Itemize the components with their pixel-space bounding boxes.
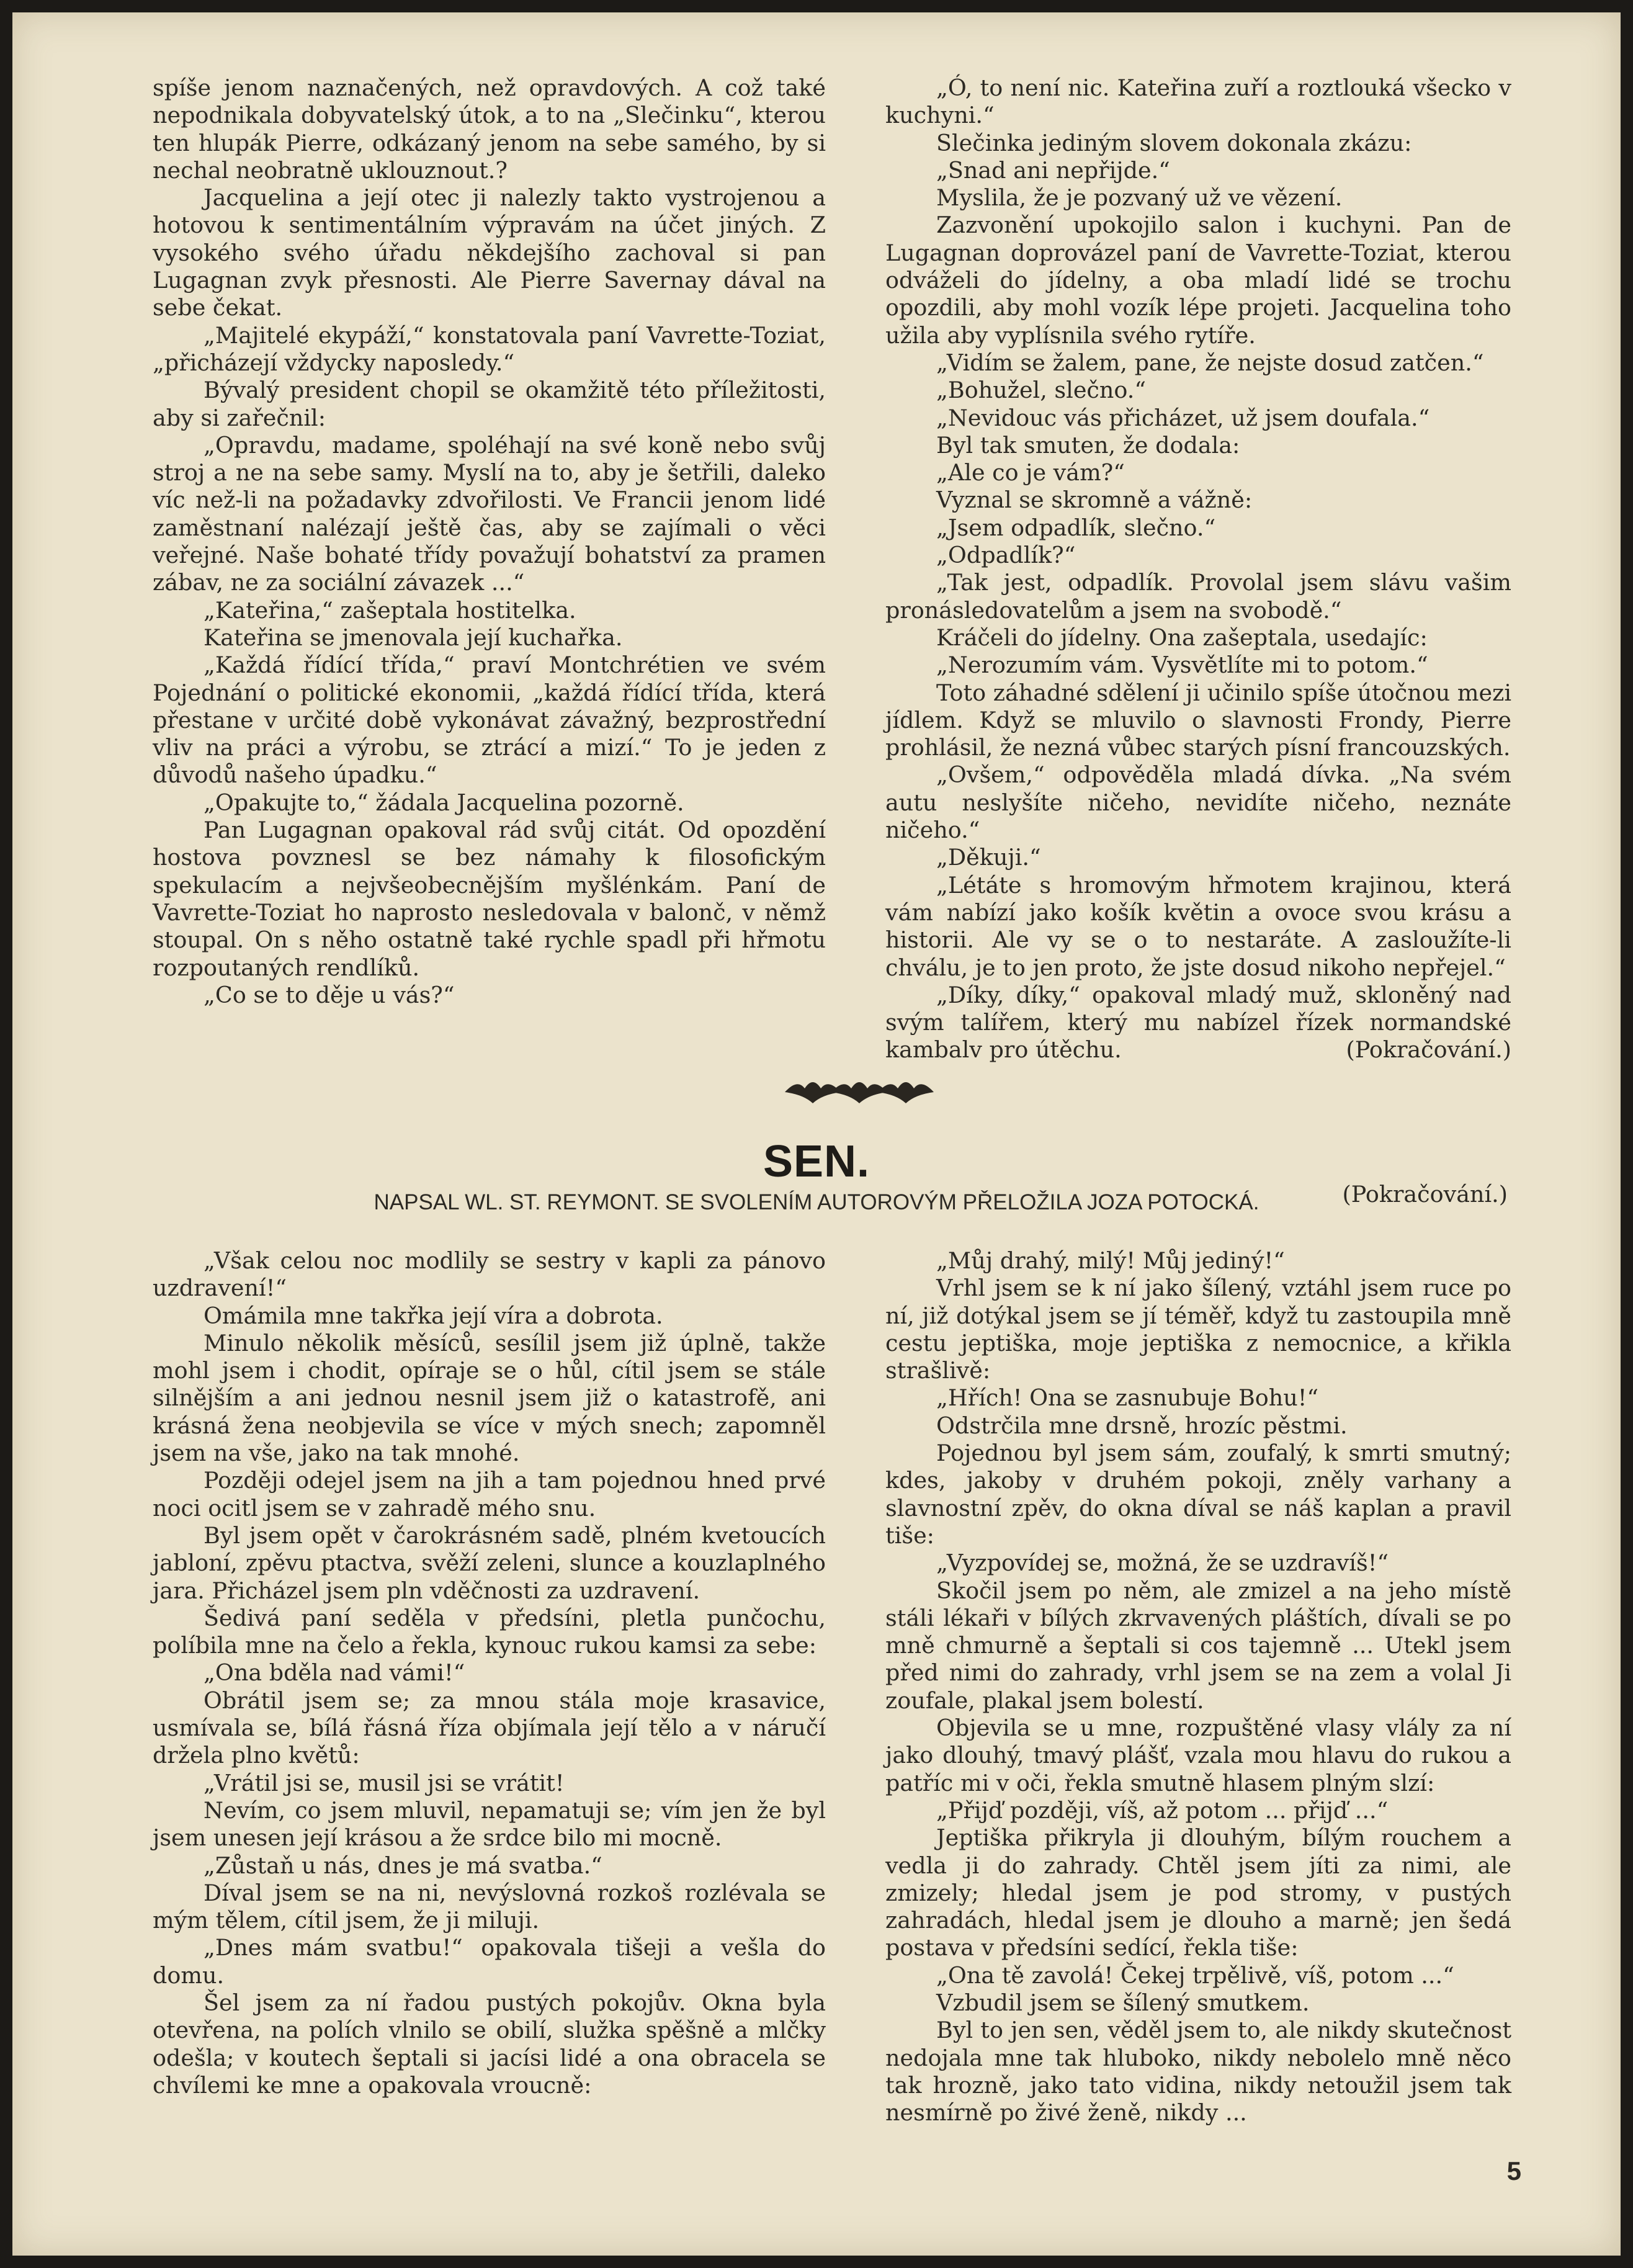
paragraph: Šedivá paní seděla v předsíni, pletla punčochu, políbila mne na čelo a řekla, kynouc rukou kamsi za sebe: bbox=[153, 1604, 826, 1659]
paragraph: „Snad ani nepřijde.“ bbox=[936, 156, 1170, 184]
paragraph: Byl tak smuten, že dodala: bbox=[936, 431, 1240, 459]
paragraph bbox=[885, 982, 1511, 1064]
paragraph: Myslila, že je pozvaný už ve vězení. bbox=[936, 184, 1343, 212]
paragraph: „Ó, to není nic. Kateřina zuří a roztlouká všecko v kuchyni.“ bbox=[885, 74, 1511, 129]
paragraph: „Ona bděla nad vámi!“ bbox=[204, 1659, 465, 1687]
continued-note: (Pokračování.) bbox=[1346, 1036, 1511, 1064]
story-title: SEN. bbox=[763, 1137, 870, 1186]
paragraph: Byl to jen sen, věděl jsem to, ale nikdy skutečnost nedojala mne tak hluboko, nikdy nebolelo mně něco tak hrozně, jako tato vidina, nikdy netoužil jsem tak nesmírně po živé ženě, nikdy ... bbox=[885, 2017, 1511, 2127]
paragraph: „Dnes mám svatbu!“ opakovala tišeji a vešla do domu. bbox=[153, 1934, 826, 1989]
paragraph: „Každá řídící třída,“ praví Montchrétien ve svém Pojednání o politické ekonomii, „každá řídící třída, která přestane v určité době vykonávat závažný, bezprostřední vliv na práci a výrobu, se ztrácí a mizí.“ To je jeden z důvodů našeho úpadku.“ bbox=[153, 652, 826, 789]
paragraph: „Opakujte to,“ žádala Jacquelina pozorně. bbox=[204, 789, 684, 816]
paragraph: „Kateřina,“ zašeptala hostitelka. bbox=[204, 596, 576, 624]
paragraph: „Odpadlík?“ bbox=[936, 542, 1076, 569]
paragraph: Jacquelina a její otec ji nalezly takto vystrojenou a hotovou k sentimentálním výpravám na účet jiných. Z vysokého svého úřadu někdejšího zachoval si pan Lugagnan zvyk přesnosti. Ale Pierre Savernay dával na sebe čekat. bbox=[153, 184, 826, 321]
bottom-left-column bbox=[153, 1247, 826, 2099]
paragraph: Díval jsem se na ni, nevýslovná rozkoš rozlévala se mým tělem, cítil jsem, že ji miluji. bbox=[153, 1879, 826, 1934]
paragraph: Omámila mne takřka její víra a dobrota. bbox=[204, 1302, 663, 1329]
paragraph: Toto záhadné sdělení ji učinilo spíše útočnou mezi jídlem. Když se mluvilo o slavnosti Frondy, Pierre prohlásil, že nezná vůbec starých písní francouzských. bbox=[885, 679, 1511, 761]
fleuron-ornament-icon bbox=[779, 1067, 934, 1111]
paragraph: Odstrčila mne drsně, hrozíc pěstmi. bbox=[936, 1412, 1348, 1439]
paragraph: „Ale co je vám?“ bbox=[936, 459, 1125, 486]
paragraph: „Vrátil jsi se, musil jsi se vrátit! bbox=[204, 1769, 565, 1796]
paragraph-text: „Díky, díky,“ opakoval mladý muž, skloněný nad svým talířem, který mu nabízel řízek normandské kambalv pro útěchu. bbox=[885, 981, 1511, 1064]
paragraph: Slečinka jediným slovem dokonala zkázu: bbox=[936, 129, 1412, 156]
paragraph: „Co se to děje u vás?“ bbox=[204, 981, 455, 1008]
paragraph: „Ona tě zavolá! Čekej trpělivě, víš, potom ...“ bbox=[936, 1961, 1454, 1989]
paragraph: Byl jsem opět v čarokrásném sadě, plném kvetoucích jabloní, zpěvu ptactva, svěží zeleni, slunce a kouzlaplného jara. Přicházel jsem pln vděčnosti za uzdravení. bbox=[153, 1522, 826, 1604]
paragraph: Minulo několik měsíců, sesílil jsem již úplně, takže mohl jsem i chodit, opíraje se o hůl, cítil jsem se stále silnějším a ani jednou nesnil jsem již o katastrofě, ani krásná žena neobjevila se více v mých snech; zapomněl jsem na vše, jako na tak mnohé. bbox=[153, 1329, 826, 1467]
paragraph: Pan Lugagnan opakoval rád svůj citát. Od opozdění hostova povznesl se bez námahy k filosofickým spekulacím a nejvšeobecnějším myšlénkám. Paní de Vavrette-Toziat ho naprosto nesledovala v balonč, v němž stoupal. On s něho ostatně také rychle spadl při hřmotu rozpoutaných rendlíků. bbox=[153, 817, 826, 981]
paragraph: „Opravdu, madame, spoléhají na své koně nebo svůj stroj a ne na sebe samy. Myslí na to, aby je šetřili, daleko víc než-li na požadavky zdvořilosti. Ve Francii jenom lidé zaměstnaní nalézají ještě čas, aby se zajímali o věci veřejné. Naše bohaté třídy považují bohatství za pramen zábav, ne za sociální závazek ...“ bbox=[153, 431, 826, 596]
magazine-page bbox=[12, 12, 1621, 2256]
paragraph: „Nevidouc vás přicházet, už jsem doufala.“ bbox=[936, 404, 1430, 431]
paragraph: spíše jenom naznačených, než opravdových. A což také nepodnikala dobyvatelský útok, a to na „Slečinku“, kterou ten hlupák Pierre, odkázaný jenom na sebe samého, by si nechal neobratně uklouznout.? bbox=[153, 74, 826, 184]
paragraph: „Zůstaň u nás, dnes je má svatba.“ bbox=[204, 1852, 602, 1879]
paragraph: „Však celou noc modlily se sestry v kapli za pánovo uzdravení!“ bbox=[153, 1247, 826, 1302]
paragraph: „Přijď později, víš, až potom ... přijď ...“ bbox=[936, 1796, 1389, 1824]
paragraph: „Bohužel, slečno.“ bbox=[936, 377, 1146, 404]
paragraph: „Jsem odpadlík, slečno.“ bbox=[936, 514, 1216, 541]
paragraph: Nevím, co jsem mluvil, nepamatuji se; vím jen že byl jsem unesen její krásou a že srdce bilo mi mocně. bbox=[153, 1796, 826, 1852]
paragraph: Obrátil jsem se; za mnou stála moje krasavice, usmívala se, bílá řásná říza objímala její tělo a v náručí držela plno květů: bbox=[153, 1687, 826, 1769]
paragraph: Kateřina se jmenovala její kuchařka. bbox=[204, 624, 623, 651]
paragraph: „Nerozumím vám. Vysvětlíte mi to potom.“ bbox=[936, 652, 1428, 679]
paragraph: Objevila se u mne, rozpuštěné vlasy vlály za ní jako dlouhý, tmavý plášť, vzala mou hlavu do rukou a patříc mi v oči, řekla smutně hlasem plným slzí: bbox=[885, 1714, 1511, 1796]
paragraph: „Tak jest, odpadlík. Provolal jsem slávu vašim pronásledovatelům a jsem na svobodě.“ bbox=[885, 569, 1511, 624]
top-right-column bbox=[885, 74, 1511, 1064]
paragraph: „Létáte s hromovým hřmotem krajinou, která vám nabízí jako košík květin a ovoce svou krásu a historii. Ale vy se o to nestaráte. A zasloužíte-li chválu, je to jen proto, že jste dosud nikoho nepřejel.“ bbox=[885, 871, 1511, 981]
story-continued-note: (Pokračování.) bbox=[1342, 1181, 1508, 1208]
paragraph: Vzbudil jsem se šílený smutkem. bbox=[936, 1989, 1310, 2017]
paragraph: „Můj drahý, milý! Můj jediný!“ bbox=[936, 1247, 1285, 1274]
page-number: 5 bbox=[1506, 2156, 1521, 2185]
paragraph: „Majitelé ekypáží,“ konstatovala paní Vavrette-Toziat, „přicházejí vždycky naposledy.“ bbox=[153, 321, 826, 376]
paragraph: Vyznal se skromně a vážně: bbox=[936, 486, 1253, 514]
paragraph: Šel jsem za ní řadou pustých pokojův. Okna byla otevřena, na polích vlnilo se obilí, služka spěšně a mlčky odešla; v koutech šeptali si jacísi lidé a ona obracela se chvílemi ke mne a opakovala vroucně: bbox=[153, 1989, 826, 2099]
paragraph: Bývalý president chopil se okamžitě této příležitosti, aby si zařečnil: bbox=[153, 377, 826, 431]
paragraph: Pojednou byl jsem sám, zoufalý, k smrti smutný; kdes, jakoby v druhém pokoji, zněly varhany a slavnostní zpěv, do okna díval se náš kaplan a pravil tiše: bbox=[885, 1440, 1511, 1549]
paragraph: Později odejel jsem na jih a tam pojednou hned prvé noci ocitl jsem se v zahradě mého snu. bbox=[153, 1467, 826, 1522]
paragraph: Zazvonění upokojilo salon i kuchyni. Pan de Lugagnan doprovázel paní de Vavrette-Toziat, kterou odváželi do jídelny, a oba mladí lidé se trochu opozdili, aby mohl vozík lépe projeti. Jacquelina toho užila aby vyplísnila svého rytíře. bbox=[885, 212, 1511, 349]
bottom-right-column bbox=[885, 1247, 1511, 2127]
paragraph: Jeptiška přikryla ji dlouhým, bílým rouchem a vedla ji do zahrady. Chtěl jsem jíti za nimi, ale zmizely; hledal jsem je pod stromy, v pustých zahradách, hledal jsem je dlouho a marně; jen šedá postava v předsíni sedící, řekla tiše: bbox=[885, 1824, 1511, 1961]
paragraph: „Ovšem,“ odpověděla mladá dívka. „Na svém autu neslyšíte ničeho, nevidíte ničeho, neznáte ničeho.“ bbox=[885, 761, 1511, 844]
paragraph: „Vyzpovídej se, možná, že se uzdravíš!“ bbox=[936, 1549, 1389, 1577]
top-left-column bbox=[153, 74, 826, 1009]
paragraph: Kráčeli do jídelny. Ona zašeptala, usedajíc: bbox=[936, 624, 1428, 651]
story-byline: NAPSAL WL. ST. REYMONT. SE SVOLENÍM AUTOROVÝM PŘELOŽILA JOZA POTOCKÁ. bbox=[374, 1190, 1259, 1214]
paragraph: „Hřích! Ona se zasnubuje Bohu!“ bbox=[936, 1384, 1319, 1412]
paragraph: Skočil jsem po něm, ale zmizel a na jeho místě stáli lékaři v bílých zkrvavených pláštích, dívali se po mně chmurně a šeptali si cos tajemně ... Utekl jsem před nimi do zahrady, vrhl jsem se na zem a volal Ji zoufale, plakal jsem bolestí. bbox=[885, 1577, 1511, 1714]
paragraph: „Vidím se žalem, pane, že nejste dosud zatčen.“ bbox=[936, 349, 1484, 376]
paragraph: „Děkuji.“ bbox=[936, 844, 1041, 871]
paragraph: Vrhl jsem se k ní jako šílený, vztáhl jsem ruce po ní, již dotýkal jsem se jí téměř, když tu zastoupila mně cestu jeptiška, moje jeptiška z nemocnice, a křikla strašlivě: bbox=[885, 1275, 1511, 1384]
